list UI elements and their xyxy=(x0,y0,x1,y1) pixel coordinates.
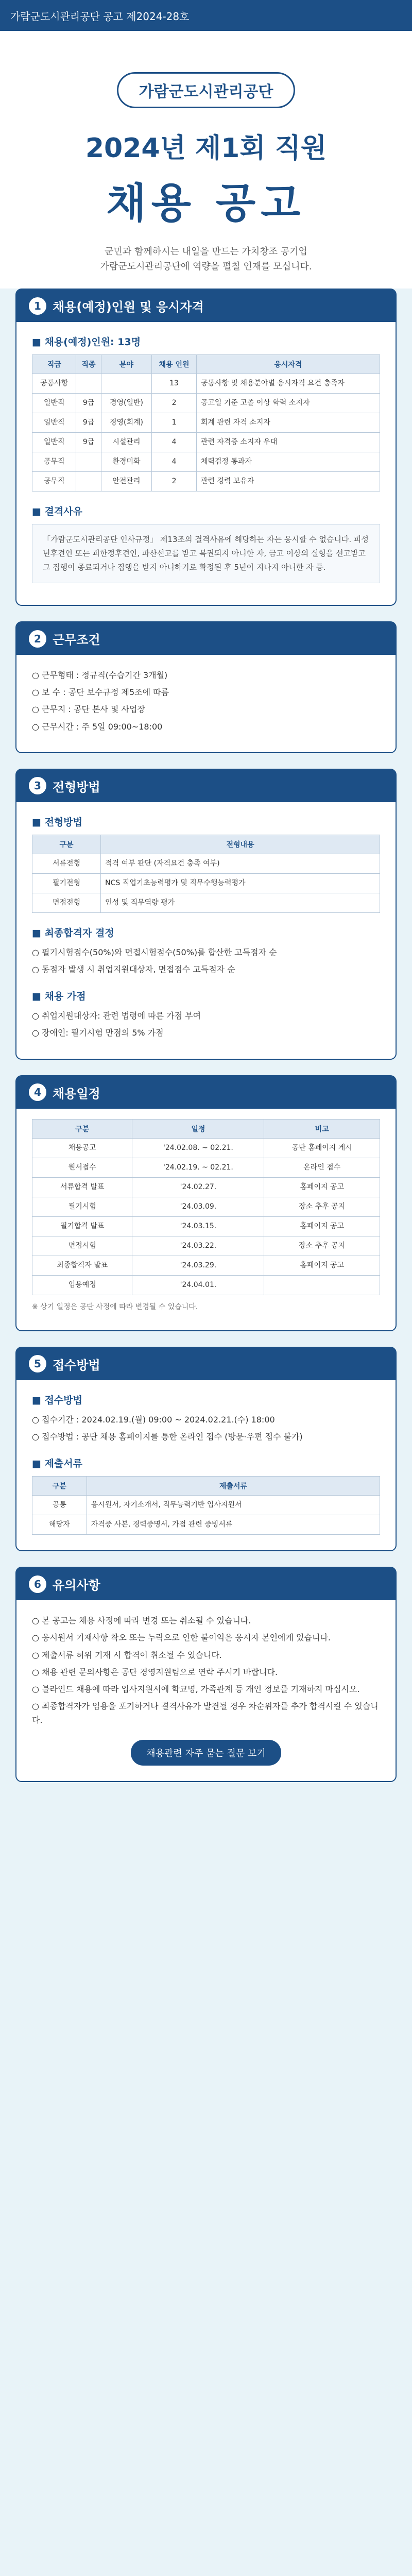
subheading: ■ 제출서류 xyxy=(32,1458,82,1470)
hero-description xyxy=(0,245,412,275)
table-cell: 일반직 xyxy=(32,394,76,413)
table-cell: 경영(일반) xyxy=(101,394,152,413)
table-row xyxy=(32,893,380,912)
hero-desc-line2: 가람군도시관리공단에 역량을 펼칠 인재를 모십니다. xyxy=(100,261,312,272)
table-cell: 공통사항 xyxy=(32,374,76,394)
table-header-row xyxy=(32,355,380,374)
list-item: ○ 동점자 발생 시 취업지원대상자, 면접점수 고득점자 순 xyxy=(32,964,235,974)
faq-button[interactable]: 채용관련 자주 묻는 질문 보기 xyxy=(131,1740,281,1766)
section-header xyxy=(16,1568,396,1600)
list-item: ○ 채용 관련 문의사항은 공단 경영지원팀으로 연락 주시기 바랍니다. xyxy=(32,1667,278,1677)
table-row xyxy=(32,1275,380,1295)
subheading: ■ 접수방법 xyxy=(32,1394,82,1406)
table-cell: 13 xyxy=(152,374,197,394)
table-header-cell: 일정 xyxy=(132,1119,264,1138)
table-row xyxy=(32,413,380,433)
table-header-cell: 구분 xyxy=(32,1119,132,1138)
table-row xyxy=(32,452,380,472)
table-cell: 온라인 접수 xyxy=(264,1158,380,1177)
section-number: 4 xyxy=(29,1083,46,1101)
table-cell: '24.04.01. xyxy=(132,1275,264,1295)
table-cell: 회계 관련 자격 소지자 xyxy=(196,413,380,433)
section-recruitment xyxy=(15,289,397,606)
table-row xyxy=(32,1138,380,1158)
table-header-cell: 채용 인원 xyxy=(152,355,197,374)
list-item: ○ 근무지 : 공단 본사 및 사업장 xyxy=(32,704,145,715)
section-conditions xyxy=(15,621,397,753)
table-cell: '24.02.08. ~ 02.21. xyxy=(132,1138,264,1158)
list-item: ○ 응시원서 기재사항 착오 또는 누락으로 인한 불이익은 응시자 본인에게 있습니다. xyxy=(32,1633,331,1643)
table-cell: 장소 추후 공지 xyxy=(264,1197,380,1216)
table-header-cell: 직종 xyxy=(76,355,101,374)
table-cell: 체력검정 통과자 xyxy=(196,452,380,472)
table-row xyxy=(32,1197,380,1216)
section-number: 6 xyxy=(29,1575,46,1593)
table-cell: 홈페이지 공고 xyxy=(264,1256,380,1275)
table-cell: 공고일 기준 고졸 이상 학력 소지자 xyxy=(196,394,380,413)
table-cell: 필기합격 발표 xyxy=(32,1216,132,1236)
table-cell: 9급 xyxy=(76,433,101,452)
table-cell: 공무직 xyxy=(32,452,76,472)
section-title: 근무조건 xyxy=(53,633,100,647)
table-cell xyxy=(76,472,101,492)
section-notes xyxy=(15,1567,397,1782)
section-schedule xyxy=(15,1075,397,1331)
table-cell: '24.02.19. ~ 02.21. xyxy=(132,1158,264,1177)
table-cell: 해당자 xyxy=(32,1515,87,1535)
table-cell: 일반직 xyxy=(32,413,76,433)
table-cell xyxy=(264,1275,380,1295)
table-header-cell: 전형내용 xyxy=(101,835,380,854)
subheading: ■ 전형방법 xyxy=(32,816,82,828)
table-cell: 2 xyxy=(152,472,197,492)
section-title: 유의사항 xyxy=(53,1578,100,1593)
section-header xyxy=(16,1076,396,1109)
table-row xyxy=(32,854,380,873)
table-cell: 응시원서, 자기소개서, 직무능력기반 입사지원서 xyxy=(87,1496,380,1515)
table-row xyxy=(32,1177,380,1197)
table-row xyxy=(32,873,380,893)
table-row xyxy=(32,472,380,492)
table-cell: 9급 xyxy=(76,394,101,413)
table-cell: 환경미화 xyxy=(101,452,152,472)
table-cell xyxy=(76,452,101,472)
list-item: ○ 취업지원대상자: 관련 법령에 따른 가점 부여 xyxy=(32,1011,201,1021)
section-number: 3 xyxy=(29,777,46,794)
table-cell: 최종합격자 발표 xyxy=(32,1256,132,1275)
documents-table xyxy=(32,1476,380,1535)
table-cell: 9급 xyxy=(76,413,101,433)
table-cell: 임용예정 xyxy=(32,1275,132,1295)
recruitment-table xyxy=(32,354,380,492)
section-header xyxy=(16,1348,396,1380)
table-cell: 4 xyxy=(152,452,197,472)
section-title: 채용일정 xyxy=(53,1086,100,1101)
list-item: ○ 제출서류 허위 기재 시 합격이 취소될 수 있습니다. xyxy=(32,1650,222,1660)
table-header-cell: 비고 xyxy=(264,1119,380,1138)
table-cell: NCS 직업기초능력평가 및 직무수행능력평가 xyxy=(101,873,380,893)
table-cell xyxy=(76,374,101,394)
table-header-cell: 응시자격 xyxy=(196,355,380,374)
subheading: ■ 결격사유 xyxy=(32,506,82,517)
section-application xyxy=(15,1347,397,1551)
table-cell: 홈페이지 공고 xyxy=(264,1216,380,1236)
table-row xyxy=(32,1496,380,1515)
table-cell: 공통사항 및 채용분야별 응시자격 요건 충족자 xyxy=(196,374,380,394)
table-cell: 서류전형 xyxy=(32,854,101,873)
announcement-bar xyxy=(0,0,412,31)
table-cell: 자격증 사본, 경력증명서, 가점 관련 증빙서류 xyxy=(87,1515,380,1535)
table-cell: 안전관리 xyxy=(101,472,152,492)
list-item: ○ 필기시험점수(50%)와 면접시험점수(50%)를 합산한 고득점자 순 xyxy=(32,947,277,957)
section-title: 접수방법 xyxy=(53,1358,100,1372)
table-cell: 면접전형 xyxy=(32,893,101,912)
table-cell: 필기전형 xyxy=(32,873,101,893)
hero-title-line2: 채용 공고 xyxy=(106,179,306,227)
section-title: 채용(예정)인원 및 응시자격 xyxy=(53,300,204,314)
table-cell: 공단 홈페이지 게시 xyxy=(264,1138,380,1158)
table-cell: 장소 추후 공지 xyxy=(264,1236,380,1256)
table-cell: 인성 및 직무역량 평가 xyxy=(101,893,380,912)
table-header-row xyxy=(32,1477,380,1496)
announcement-text: 가람군도시관리공단 공고 제2024-28호 xyxy=(10,10,190,23)
section-number: 5 xyxy=(29,1355,46,1372)
table-header-cell: 제출서류 xyxy=(87,1477,380,1496)
hero-desc-line1: 군민과 함께하시는 내일을 만드는 가치창조 공기업 xyxy=(105,246,307,257)
subheading: ■ 채용 가점 xyxy=(32,991,86,1003)
table-row xyxy=(32,1256,380,1275)
table-row xyxy=(32,1515,380,1535)
section-selection xyxy=(15,769,397,1060)
selection-table xyxy=(32,835,380,913)
section-header xyxy=(16,622,396,655)
section-header xyxy=(16,290,396,322)
table-cell: '24.02.27. xyxy=(132,1177,264,1197)
table-cell: 홈페이지 공고 xyxy=(264,1177,380,1197)
table-cell xyxy=(101,374,152,394)
table-cell: 경영(회계) xyxy=(101,413,152,433)
table-header-cell: 구분 xyxy=(32,835,101,854)
table-header-cell: 분야 xyxy=(101,355,152,374)
schedule-note: ※ 상기 일정은 공단 사정에 따라 변경될 수 있습니다. xyxy=(32,1302,198,1311)
table-header-row xyxy=(32,835,380,854)
table-cell: 4 xyxy=(152,433,197,452)
table-cell: 공통 xyxy=(32,1496,87,1515)
schedule-table xyxy=(32,1119,380,1295)
table-row xyxy=(32,433,380,452)
table-cell: '24.03.22. xyxy=(132,1236,264,1256)
table-header-row xyxy=(32,1119,380,1138)
list-item: ○ 본 공고는 채용 사정에 따라 변경 또는 취소될 수 있습니다. xyxy=(32,1616,251,1626)
table-cell: 1 xyxy=(152,413,197,433)
table-row xyxy=(32,1236,380,1256)
table-cell: 서류합격 발표 xyxy=(32,1177,132,1197)
hero xyxy=(0,31,412,289)
faq-button-wrap xyxy=(16,1740,396,1766)
table-row xyxy=(32,1158,380,1177)
table-cell: '24.03.15. xyxy=(132,1216,264,1236)
hero-title-line1: 2024년 제1회 직원 xyxy=(85,133,327,164)
list-item: ○ 블라인드 채용에 따라 입사지원서에 학교명, 가족관계 등 개인 정보를 기재하지 마십시오. xyxy=(32,1684,360,1694)
list-item: ○ 접수방법 : 공단 채용 홈페이지를 통한 온라인 접수 (방문·우편 접수 불가) xyxy=(32,1432,303,1442)
table-cell: 관련 자격증 소지자 우대 xyxy=(196,433,380,452)
table-cell: 적격 여부 판단 (자격요건 충족 여부) xyxy=(101,854,380,873)
table-cell: 면접시험 xyxy=(32,1236,132,1256)
list-item: ○ 보 수 : 공단 보수규정 제5조에 따름 xyxy=(32,687,169,698)
table-cell: '24.03.09. xyxy=(132,1197,264,1216)
table-cell: 원서접수 xyxy=(32,1158,132,1177)
table-cell: 시설관리 xyxy=(101,433,152,452)
section-header xyxy=(16,770,396,802)
table-cell: 공무직 xyxy=(32,472,76,492)
section-title: 전형방법 xyxy=(53,779,100,794)
table-row xyxy=(32,374,380,394)
list-item: ○ 근무시간 : 주 5일 09:00~18:00 xyxy=(32,721,163,732)
table-row xyxy=(32,394,380,413)
list-item: ○ 접수기간 : 2024.02.19.(월) 09:00 ~ 2024.02.21.(수) 18:00 xyxy=(32,1414,275,1425)
table-header-cell: 직급 xyxy=(32,355,76,374)
section-number: 1 xyxy=(29,297,46,315)
org-badge: 가람군도시관리공단 xyxy=(117,72,296,108)
table-cell: 일반직 xyxy=(32,433,76,452)
subheading: ■ 채용(예정)인원: 13명 xyxy=(32,336,141,348)
list-item: ○ 장애인: 필기시험 만점의 5% 가점 xyxy=(32,1028,164,1038)
table-cell: '24.03.29. xyxy=(132,1256,264,1275)
table-cell: 관련 경력 보유자 xyxy=(196,472,380,492)
table-cell: 필기시험 xyxy=(32,1197,132,1216)
section-number: 2 xyxy=(29,630,46,648)
disqualification-note: 「가람군도시관리공단 인사규정」 제13조의 결격사유에 해당하는 자는 응시할 수 없습니다. 피성년후견인 또는 피한정후견인, 파산선고를 받고 복권되지 아니한 자, 금고 이상의 실형을 선고받고 그 집행이 종료되거나 집행을 받지 아니하기로 확정된 후 5년이 지나지 아니한 자 등. xyxy=(32,524,380,583)
table-header-cell: 구분 xyxy=(32,1477,87,1496)
subheading: ■ 최종합격자 결정 xyxy=(32,927,114,939)
table-cell: 채용공고 xyxy=(32,1138,132,1158)
table-cell: 2 xyxy=(152,394,197,413)
table-row xyxy=(32,1216,380,1236)
list-item: ○ 최종합격자가 임용을 포기하거나 결격사유가 발견될 경우 차순위자를 추가 합격시킬 수 있습니다. xyxy=(32,1701,379,1725)
list-item: ○ 근무형태 : 정규직(수습기간 3개월) xyxy=(32,670,168,680)
